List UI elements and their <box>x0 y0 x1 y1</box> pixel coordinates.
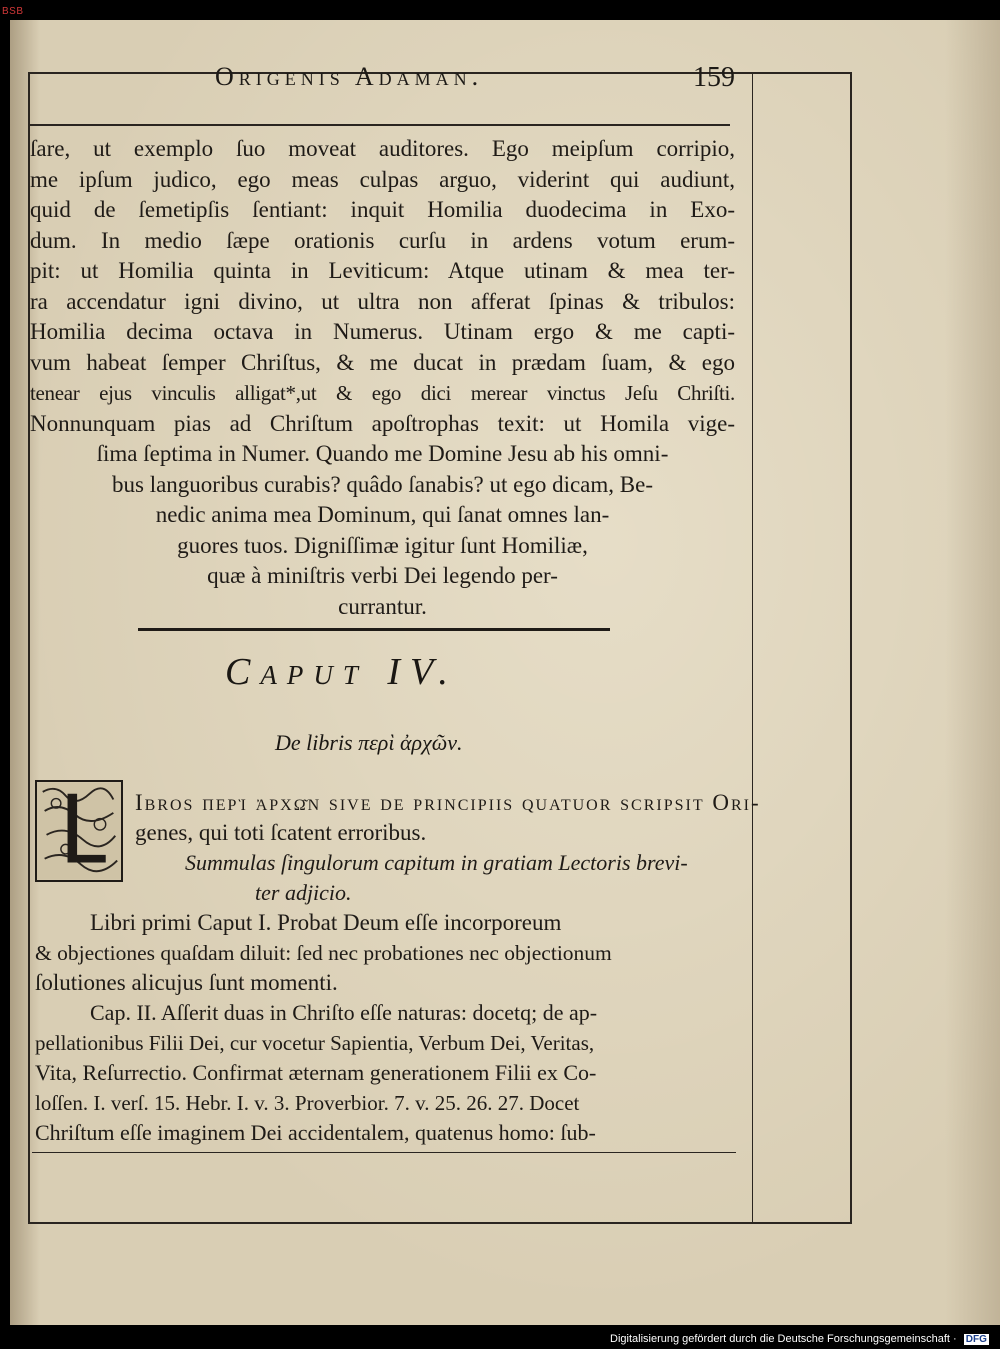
running-title: Origenis Adaman. <box>215 62 484 91</box>
text-line: bus languoribus curabis? quâdo ſanabis? ut ego dicam, Be- <box>112 471 653 497</box>
opening-line: Ibros περὶ ἀρχῶν ſive de principiis quatuor ſcripſit Ori- <box>135 790 761 815</box>
text-line: currantur. <box>338 593 427 619</box>
text-line: pit: ut Homilia quinta in Leviticum: Atque utinam & mea ter- <box>30 258 735 283</box>
footer-text: Digitalisierung gefördert durch die Deutsche Forschungsgemeinschaft <box>610 1333 950 1345</box>
text-line: dum. In medio ſæpe orationis curſu in ardens votum erum- <box>30 227 735 253</box>
text-line: Cap. II. Aſſerit duas in Chriſto eſſe naturas: docetq; de ap- <box>90 1000 598 1025</box>
frame-inner-rule <box>752 74 753 1222</box>
chapter-title: Caput IV. <box>225 651 458 693</box>
text-line: me ipſum judico, ego meas culpas arguo, viderint qui audiunt, <box>30 166 735 192</box>
text-line: tenear ejus vinculis alligat*,ut & ego dici merear vinctus Jeſu Chriſti. <box>30 381 735 405</box>
text-line: loſſen. I. verſ. 15. Hebr. I. v. 3. Proverbior. 7. v. 25. 26. 27. Docet <box>35 1091 580 1115</box>
text-line: quid de ſemetipſis ſentiant: inquit Homilia duodecima in Exo- <box>30 197 735 222</box>
section-text <box>35 788 761 1148</box>
text-line: Homilia decima octava in Numerus. Utinam ergo & me capti- <box>30 319 735 344</box>
text-line: Nonnunquam pias ad Chriſtum apoſtrophas texit: ut Homila vige- <box>30 410 735 436</box>
dfg-logo-icon: DFG <box>965 1334 987 1345</box>
chapter-rule <box>138 628 610 631</box>
text-line <box>35 788 761 818</box>
text-line: Libri primi Caput I. Probat Deum eſſe incorporeum <box>90 910 562 935</box>
text-line: ſolutiones alicujus ſunt momenti. <box>35 970 338 995</box>
chapter-subtitle: De libris περὶ ἀρχῶν. <box>275 730 463 755</box>
footer-separator: · <box>953 1333 960 1345</box>
text-line: vum habeat ſemper Chriſtus, & me ducat in prædam ſuam, & ego <box>30 349 735 375</box>
text-line: ter adjicio. <box>255 880 352 905</box>
text-line: pellationibus Filii Dei, cur vocetur Sapientia, Verbum Dei, Veritas, <box>35 1031 595 1055</box>
library-mark: BSB <box>2 6 24 17</box>
text-line: genes, qui toti ſcatent erroribus. <box>135 820 427 845</box>
running-header <box>215 62 735 102</box>
page-number: 159 <box>693 62 735 93</box>
text-line: Summulas ſingulorum capitum in gratiam Lectoris brevi- <box>185 850 688 875</box>
page-edge-shadow <box>945 20 1000 1325</box>
text-line: ra accendatur igni divino, ut ultra non afferat ſpinas & tribulos: <box>30 288 735 314</box>
text-line: ſare, ut exemplo ſuo moveat auditores. Ego meipſum corripio, <box>30 136 735 161</box>
text-line: nedic anima mea Dominum, qui ſanat omnes lan- <box>155 502 610 527</box>
text-line: ſima ſeptima in Numer. Quando me Domine Jesu ab his omni- <box>96 441 669 466</box>
bottom-rule <box>32 1152 736 1153</box>
digitization-footer <box>610 1333 989 1345</box>
header-rule <box>30 124 730 126</box>
text-line: Vita, Reſurrectio. Confirmat æternam generationem Filii ex Co- <box>35 1060 597 1085</box>
text-line: & objectiones quaſdam diluit: ſed nec probationes nec objectionum <box>35 941 612 965</box>
body-text <box>30 134 735 622</box>
text-line: guores tuos. Digniſſimæ igitur ſunt Homiliæ, <box>177 532 588 558</box>
text-line: quæ à miniſtris verbi Dei legendo per- <box>207 563 558 588</box>
text-line: Chriſtum eſſe imaginem Dei accidentalem, quatenus homo: ſub- <box>35 1120 596 1145</box>
